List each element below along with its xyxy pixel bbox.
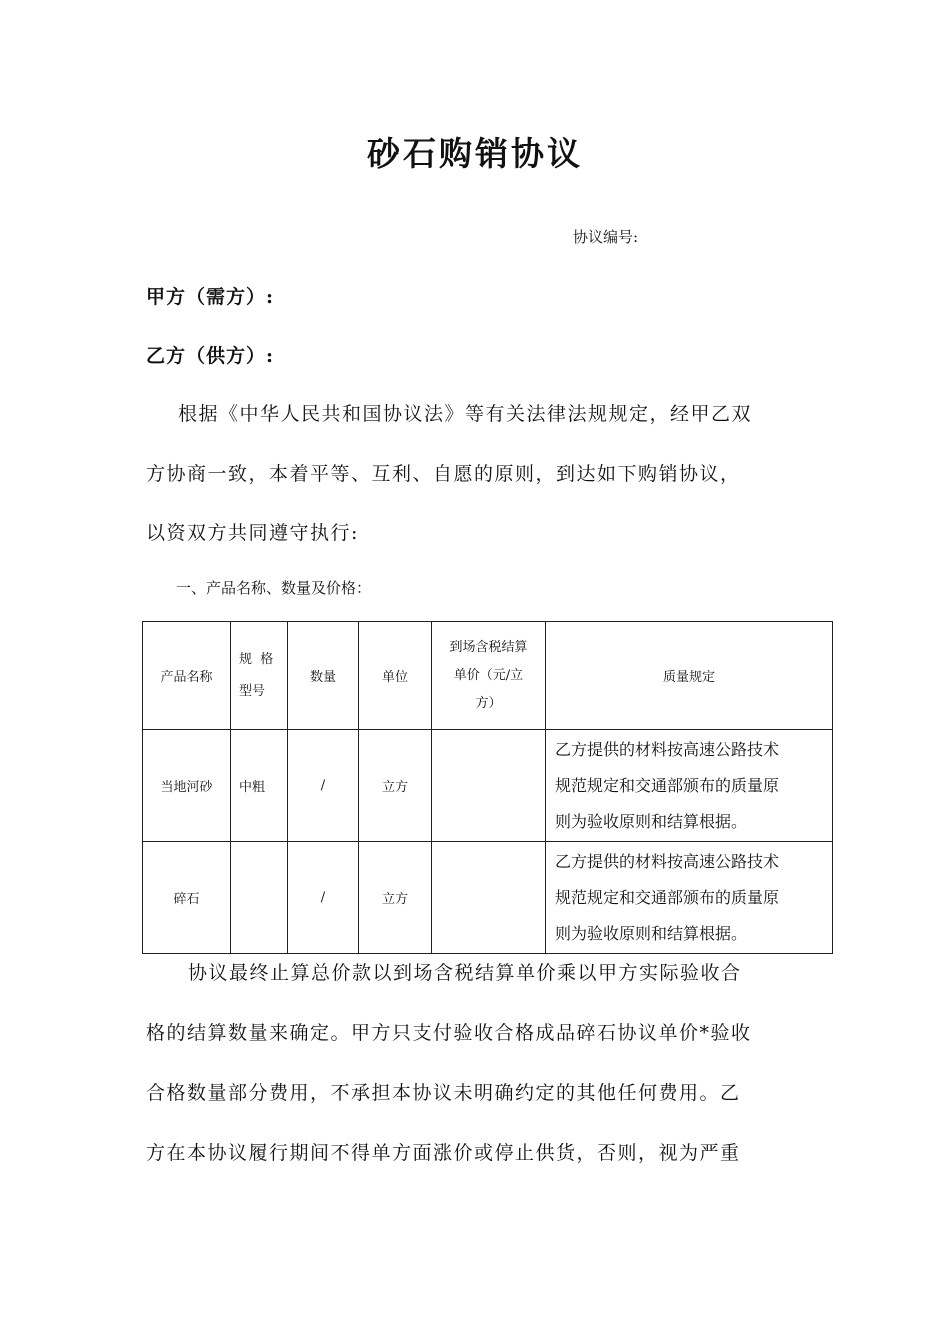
header-unit-price: 到场含税结算 单价（元/立 方） [432,622,546,730]
intro-line-2: 方协商一致，本着平等、互利、自愿的原则，到达如下购销协议， [146,463,741,485]
row-2-qty: / [288,842,359,954]
row-1-quality: 乙方提供的材料按高速公路技术 规范规定和交通部颁布的质量原 则为验收原则和结算根据。 [546,730,833,842]
product-table [142,621,833,954]
table-header-row [143,622,833,730]
settlement-line-3: 合格数量部分费用，不承担本协议未明确约定的其他任何费用。乙 [146,1082,741,1104]
settlement-line-4: 方在本协议履行期间不得单方面涨价或停止供货，否则，视为严重 [146,1142,741,1164]
header-quality: 质量规定 [546,622,833,730]
document-title: 砂石购销协议 [367,134,583,173]
header-spec: 规 格 型号 [231,622,288,730]
row-2-price [432,842,546,954]
party-a-label: 甲方（需方）: [146,286,275,308]
row-1-unit: 立方 [359,730,432,842]
row-1-spec: 中粗 [231,730,288,842]
intro-line-1: 根据《中华人民共和国协议法》等有关法律法规规定，经甲乙双 [178,403,753,425]
table-row [143,730,833,842]
settlement-line-1: 协议最终止算总价款以到场含税结算单价乘以甲方实际验收合 [188,962,742,984]
row-1-name: 当地河砂 [143,730,231,842]
row-1-qty: / [288,730,359,842]
row-2-quality: 乙方提供的材料按高速公路技术 规范规定和交通部颁布的质量原 则为验收原则和结算根据。 [546,842,833,954]
header-quantity: 数量 [288,622,359,730]
intro-line-3: 以资双方共同遵守执行: [146,522,359,544]
row-1-price [432,730,546,842]
row-2-spec [231,842,288,954]
party-b-label: 乙方（供方）: [146,345,275,367]
header-unit: 单位 [359,622,432,730]
table-row [143,842,833,954]
row-2-name: 碎石 [143,842,231,954]
section-1-title: 一、产品名称、数量及价格： [176,579,372,597]
header-product-name: 产品名称 [143,622,231,730]
agreement-number-label: 协议编号: [573,228,639,246]
settlement-line-2: 格的结算数量来确定。甲方只支付验收合格成品碎石协议单价*验收 [146,1022,752,1044]
row-2-unit: 立方 [359,842,432,954]
